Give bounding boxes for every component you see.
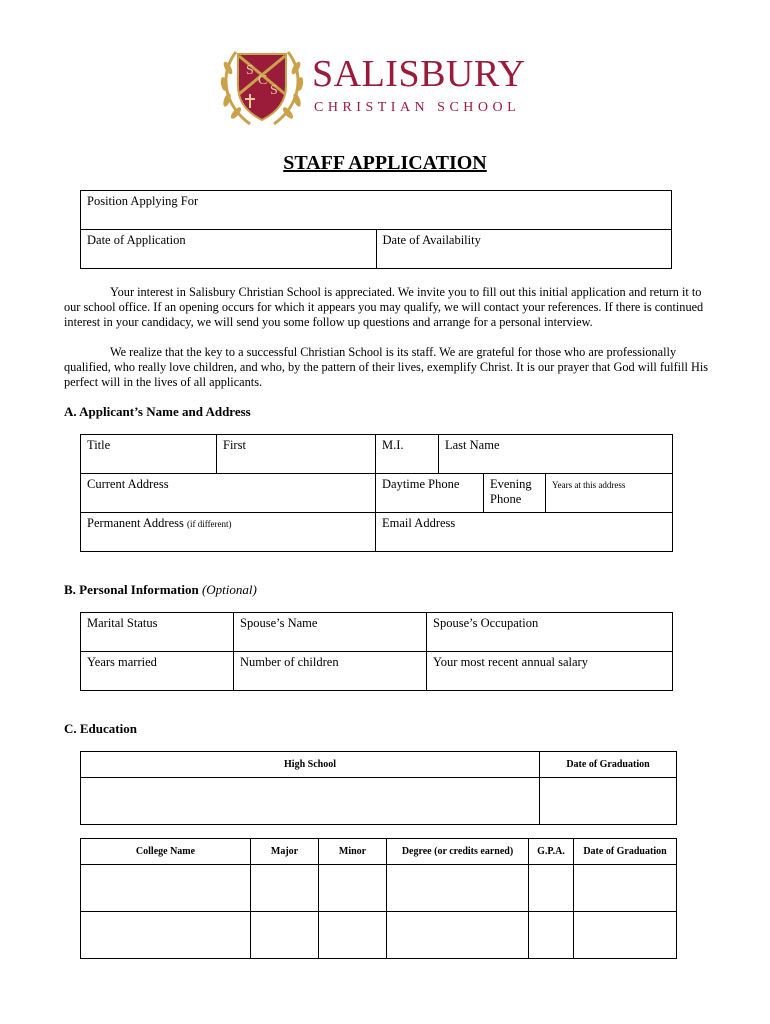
school-crest-logo: [216, 42, 308, 130]
years-married-label: Years married: [87, 655, 157, 669]
position-label: Position Applying For: [87, 194, 199, 208]
crest-letter-3: S: [270, 83, 278, 98]
title-label: Title: [87, 438, 111, 452]
table-row: [81, 865, 677, 912]
section-c-heading: C. Education: [64, 721, 137, 736]
evening-phone-label: Evening Phone: [490, 477, 532, 506]
position-table: [80, 190, 672, 269]
daytime-phone-field[interactable]: [376, 474, 484, 513]
salary-label: Your most recent annual salary: [433, 655, 588, 669]
marital-label: Marital Status: [87, 616, 158, 630]
degree-field[interactable]: [387, 912, 529, 959]
date-availability-label: Date of Availability: [382, 233, 481, 247]
date-application-label: Date of Application: [87, 233, 186, 247]
middle-initial-field[interactable]: [376, 435, 439, 474]
table-row: [81, 912, 677, 959]
marital-status-field[interactable]: [81, 613, 234, 652]
section-a-heading: A. Applicant’s Name and Address: [64, 404, 251, 419]
major-field[interactable]: [251, 912, 319, 959]
minor-field[interactable]: [319, 865, 387, 912]
date-of-application-field[interactable]: [81, 230, 377, 269]
applicant-table: [80, 434, 673, 552]
section-b-heading: [64, 582, 257, 598]
daytime-phone-label: Daytime Phone: [382, 477, 460, 491]
page-title: STAFF APPLICATION: [283, 152, 487, 174]
date-of-availability-field[interactable]: [376, 230, 672, 269]
last-label: Last Name: [445, 438, 500, 452]
intro-paragraph: Your interest in Salisbury Christian School is appreciated. We invite you to fill out this initial application and return it to our school office. If an opening occurs for which it appears you may qualify, we will contact your references. If there is continued interest in your candidacy, we will send you some follow up questions and arrange for a personal interview.: [64, 285, 704, 329]
permanent-address-label: Permanent Address: [87, 516, 184, 530]
spouse-occ-label: Spouse’s Occupation: [433, 616, 539, 630]
intro-text: [64, 285, 710, 390]
major-header: Major: [251, 839, 319, 865]
college-graduation-field[interactable]: [574, 865, 677, 912]
email-address-field[interactable]: [376, 513, 673, 552]
first-name-field[interactable]: [217, 435, 376, 474]
gpa-header: G.P.A.: [529, 839, 574, 865]
gpa-field[interactable]: [529, 912, 574, 959]
minor-field[interactable]: [319, 912, 387, 959]
if-different-note: (if different): [186, 519, 232, 529]
crest-letter-1: S: [246, 63, 254, 78]
years-married-field[interactable]: [81, 652, 234, 691]
title-field[interactable]: [81, 435, 217, 474]
optional-note: (Optional): [201, 582, 257, 597]
crest-letter-2: C: [258, 73, 268, 88]
major-field[interactable]: [251, 865, 319, 912]
degree-field[interactable]: [387, 865, 529, 912]
position-applying-field[interactable]: [81, 191, 672, 230]
evening-phone-field[interactable]: [484, 474, 546, 513]
school-name: SALISBURY: [312, 53, 526, 95]
high-school-table: [80, 751, 677, 825]
children-label: Number of children: [240, 655, 339, 669]
spouse-name-field[interactable]: [234, 613, 427, 652]
current-address-field[interactable]: [81, 474, 376, 513]
intro-paragraph: We realize that the key to a successful Christian School is its staff. We are grateful for those who are professionally qualified, who really love children, and who, by the pattern of their lives, exemplify Christ. It is our prayer that God will fulfill His perfect will in the lives of all applicants.: [64, 345, 709, 389]
gpa-field[interactable]: [529, 865, 574, 912]
college-name-header: College Name: [81, 839, 251, 865]
hs-graduation-header: Date of Graduation: [540, 752, 677, 778]
email-label: Email Address: [382, 516, 456, 530]
high-school-header: High School: [81, 752, 540, 778]
minor-header: Minor: [319, 839, 387, 865]
years-at-address-field[interactable]: [546, 474, 673, 513]
school-subtitle: CHRISTIAN SCHOOL: [314, 100, 521, 115]
personal-info-table: [80, 612, 673, 691]
hs-graduation-field[interactable]: [540, 778, 677, 825]
college-name-field[interactable]: [81, 912, 251, 959]
spouse-occupation-field[interactable]: [427, 613, 673, 652]
college-graduation-header: Date of Graduation: [574, 839, 677, 865]
annual-salary-field[interactable]: [427, 652, 673, 691]
last-name-field[interactable]: [439, 435, 673, 474]
spouse-name-label: Spouse’s Name: [240, 616, 318, 630]
high-school-field[interactable]: [81, 778, 540, 825]
mi-label: M.I.: [382, 438, 404, 452]
college-table: [80, 838, 677, 959]
first-label: First: [223, 438, 246, 452]
degree-header: Degree (or credits earned): [387, 839, 529, 865]
college-graduation-field[interactable]: [574, 912, 677, 959]
current-address-label: Current Address: [87, 477, 169, 491]
years-label: Years at this address: [552, 480, 626, 490]
permanent-address-field[interactable]: [81, 513, 376, 552]
college-name-field[interactable]: [81, 865, 251, 912]
number-of-children-field[interactable]: [234, 652, 427, 691]
section-b-title: B. Personal Information: [64, 582, 199, 597]
